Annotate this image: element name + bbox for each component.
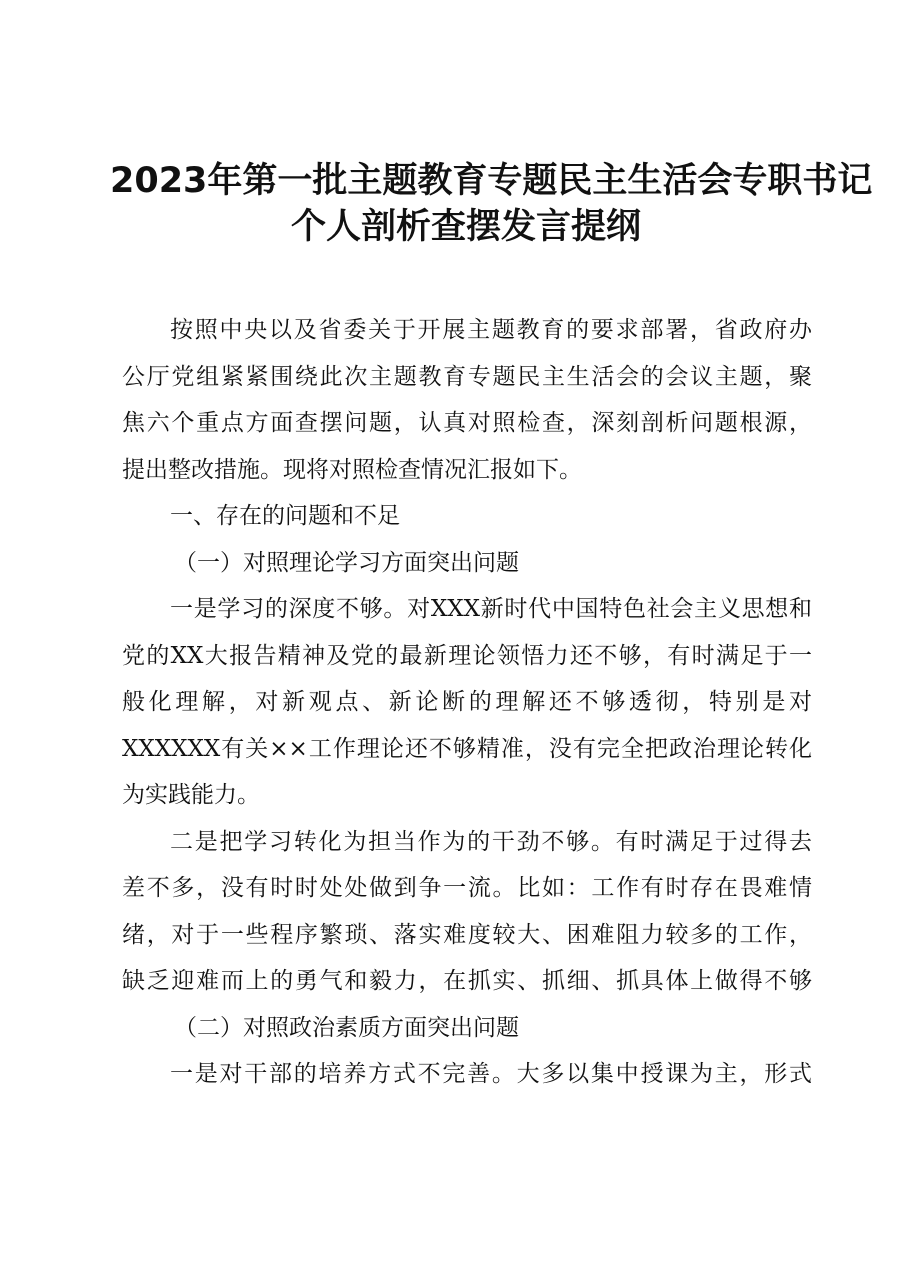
text-line: 二是把学习转化为担当作为的干劲不够。有时满足于过得去 — [170, 828, 812, 855]
paragraph-study-depth — [122, 586, 812, 819]
paragraph-cadre-training — [122, 1051, 812, 1098]
text-line: 缺乏迎难而上的勇气和毅力，在抓实、抓细、抓具体上做得不够 — [122, 968, 812, 994]
text-line: XXXXXX有关××工作理论还不够精准，没有完全把政治理论转化 — [122, 735, 812, 762]
text-line: 为实践能力。 — [122, 782, 260, 808]
subsection-heading: （一）对照理论学习方面突出问题 — [174, 549, 519, 576]
subsection-heading: （二）对照政治素质方面突出问题 — [174, 1014, 519, 1041]
document-body — [122, 307, 812, 1098]
text-line: 般化理解，对新观点、新论断的理解还不够透彻，特别是对 — [122, 689, 812, 715]
text-line: 公厅党组紧紧围绕此次主题教育专题民主生活会的会议主题，聚 — [122, 363, 812, 390]
text-line: 焦六个重点方面查摆问题，认真对照检查，深刻剖析问题根源， — [122, 410, 812, 436]
text-line: 一是学习的深度不够。对XXX新时代中国特色社会主义思想和 — [170, 596, 812, 622]
title-line-1: 2023年第一批主题教育专题民主生活会专职书记 — [110, 161, 873, 201]
intro-paragraph — [122, 307, 812, 493]
text-line: 一是对干部的培养方式不完善。大多以集中授课为主，形式 — [170, 1061, 812, 1087]
text-line: 按照中央以及省委关于开展主题教育的要求部署，省政府办 — [170, 317, 812, 343]
paragraph-study-transform — [122, 819, 812, 1005]
title-line-2: 个人剖析查摆发言提纲 — [290, 207, 641, 247]
document-title — [110, 158, 873, 250]
section-heading: 一、存在的问题和不足 — [170, 503, 400, 529]
text-line: 绪，对于一些程序繁琐、落实难度较大、困难阻力较多的工作， — [122, 921, 812, 948]
text-line: 党的XX大报告精神及党的最新理论领悟力还不够，有时满足于一 — [122, 642, 812, 669]
text-line: 差不多，没有时时处处做到争一流。比如：工作有时存在畏难情 — [122, 875, 812, 901]
text-line: 提出整改措施。现将对照检查情况汇报如下。 — [122, 456, 582, 483]
